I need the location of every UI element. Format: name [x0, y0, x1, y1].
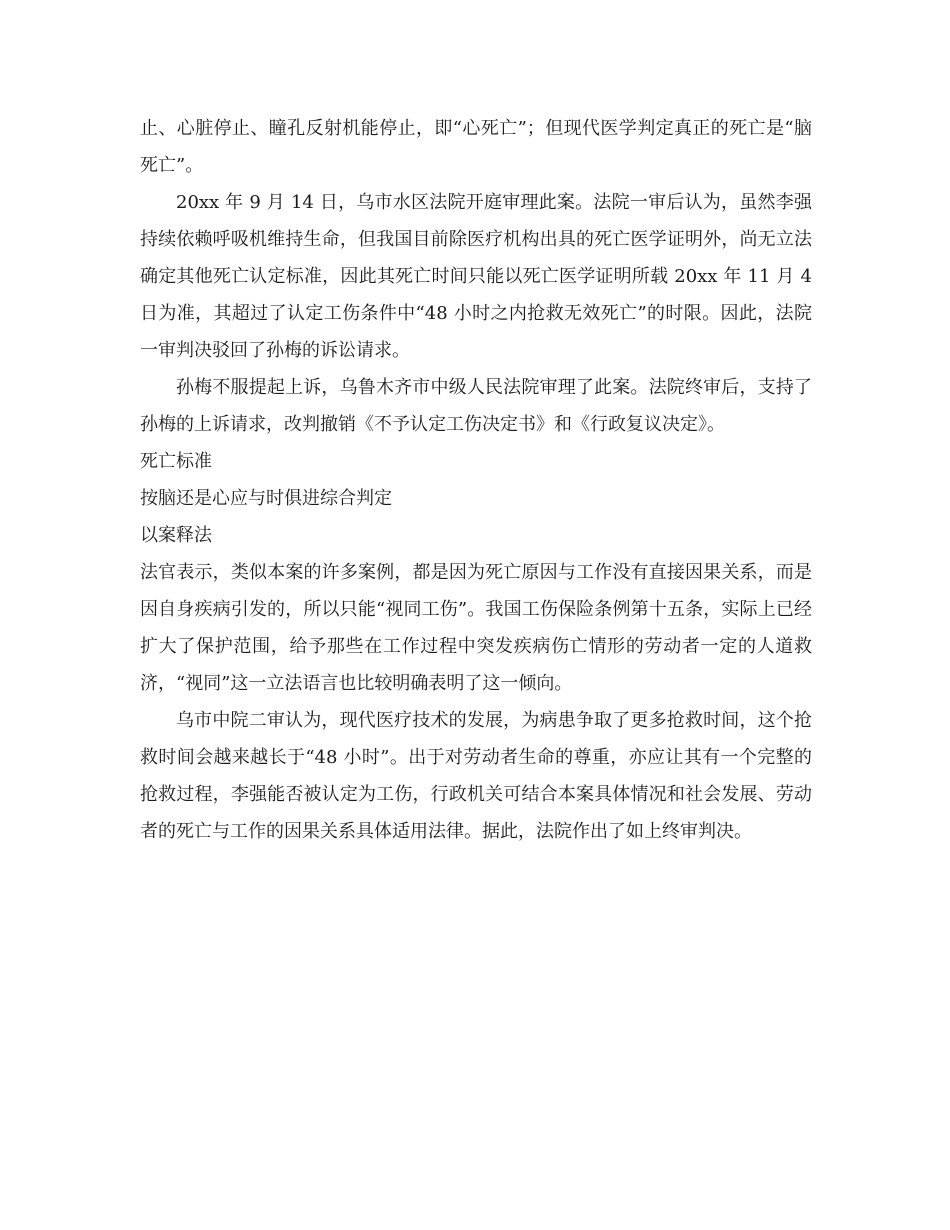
paragraph-second-trial: 乌市中院二审认为，现代医疗技术的发展，为病患争取了更多抢救时间，这个抢救时间会越来越长于“48 小时”。出于对劳动者生命的尊重，亦应让其有一个完整的抢救过程，李强能否被认定为工伤，行政机关可结合本案具体情况和社会发展、劳动者的死亡与工作的因果关系具体适用法律。据此，法院作出了如上终审判决。 — [140, 710, 812, 842]
paragraph-continuation: 止、心脏停止、瞳孔反射机能停止，即“心死亡”；但现代医学判定真正的死亡是“脑死亡”。 — [140, 118, 812, 176]
section-heading-case-law: 以案释法 — [140, 525, 212, 546]
document-body — [140, 110, 812, 850]
paragraph-first-trial: 20xx 年 9 月 14 日，乌市水区法院开庭审理此案。法院一审后认为，虽然李强持续依赖呼吸机维持生命，但我国目前除医疗机构出具的死亡医学证明外，尚无立法确定其他死亡认定标准，因此其死亡时间只能以死亡医学证明所载 20xx 年 11 月 4 日为准，其超过了认定工伤条件中“48 小时之内抢救无效死亡”的时限。因此，法院一审判决驳回了孙梅的诉讼请求。 — [140, 192, 812, 361]
paragraph-judge-statement: 法官表示，类似本案的许多案例，都是因为死亡原因与工作没有直接因果关系，而是因自身疾病引发的，所以只能“视同工伤”。我国工伤保险条例第十五条，实际上已经扩大了保护范围，给予那些在工作过程中突发疾病伤亡情形的劳动者一定的人道救济，“视同”这一立法语言也比较明确表明了这一倾向。 — [140, 562, 812, 694]
section-subheading: 按脑还是心应与时俱进综合判定 — [140, 488, 392, 509]
paragraph-appeal: 孙梅不服提起上诉，乌鲁木齐市中级人民法院审理了此案。法院终审后，支持了孙梅的上诉请求，改判撤销《不予认定工伤决定书》和《行政复议决定》。 — [140, 377, 812, 435]
section-heading-death-standard: 死亡标准 — [140, 451, 212, 472]
